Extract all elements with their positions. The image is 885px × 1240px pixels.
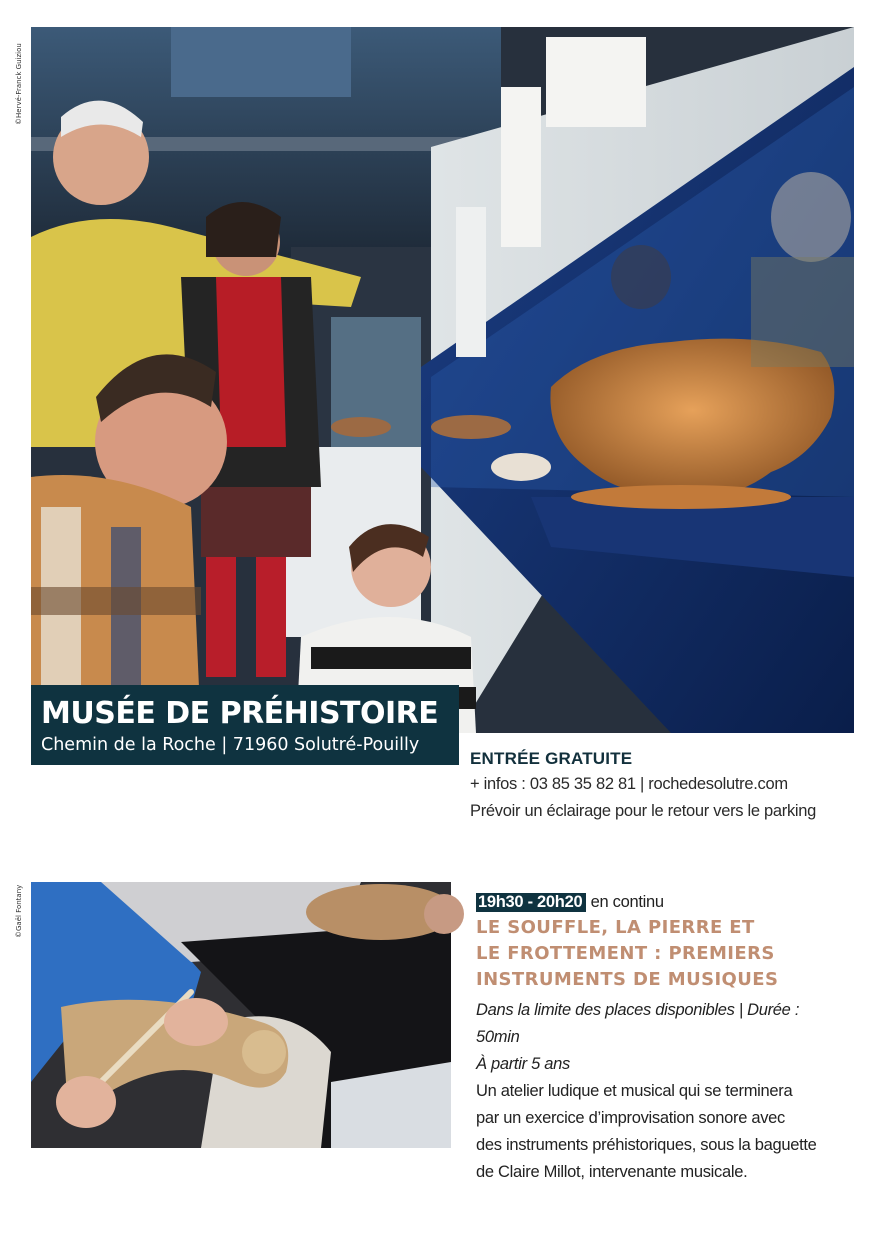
lighting-note: Prévoir un éclairage pour le retour vers le parking (470, 802, 817, 820)
event-title-line: LE FROTTEMENT : PREMIERS (476, 943, 775, 964)
event-block (476, 889, 856, 1186)
event-meta (476, 997, 856, 1078)
event-time-badge: 19h30 - 20h20 (476, 893, 586, 912)
event-time-row (476, 889, 856, 915)
museum-visitors-photo (31, 27, 854, 733)
contact-line: + infos : 03 85 35 82 81 | rochedesolutre.com (470, 775, 788, 793)
event-description (476, 1078, 856, 1186)
event-meta-line: Dans la limite des places disponibles | Durée : (476, 1001, 800, 1019)
museum-title-box (31, 685, 459, 765)
event-title-line: LE SOUFFLE, LA PIERRE ET (476, 917, 755, 938)
event-description-line: des instruments préhistoriques, sous la baguette (476, 1136, 817, 1154)
museum-name: MUSÉE DE PRÉHISTOIRE (41, 696, 439, 731)
event-title (476, 915, 856, 993)
decorative-dot (424, 894, 464, 934)
event-meta-line: 50min (476, 1028, 520, 1046)
event-meta-line: À partir 5 ans (476, 1055, 570, 1073)
photo-credit-top: ©Hervé-Franck Guiziou (15, 43, 23, 125)
workshop-instrument-photo (31, 882, 451, 1148)
event-title-line: INSTRUMENTS DE MUSIQUES (476, 969, 779, 990)
free-entry-label: ENTRÉE GRATUITE (470, 749, 633, 768)
event-description-line: par un exercice d’improvisation sonore avec (476, 1109, 786, 1127)
event-time-suffix: en continu (586, 893, 664, 911)
event-description-line: de Claire Millot, intervenante musicale. (476, 1163, 748, 1181)
practical-info (470, 747, 860, 825)
photo-credit-bottom: ©Gaël Fontany (15, 884, 23, 938)
museum-address: Chemin de la Roche | 71960 Solutré-Pouilly (41, 735, 420, 755)
event-description-line: Un atelier ludique et musical qui se terminera (476, 1082, 793, 1100)
